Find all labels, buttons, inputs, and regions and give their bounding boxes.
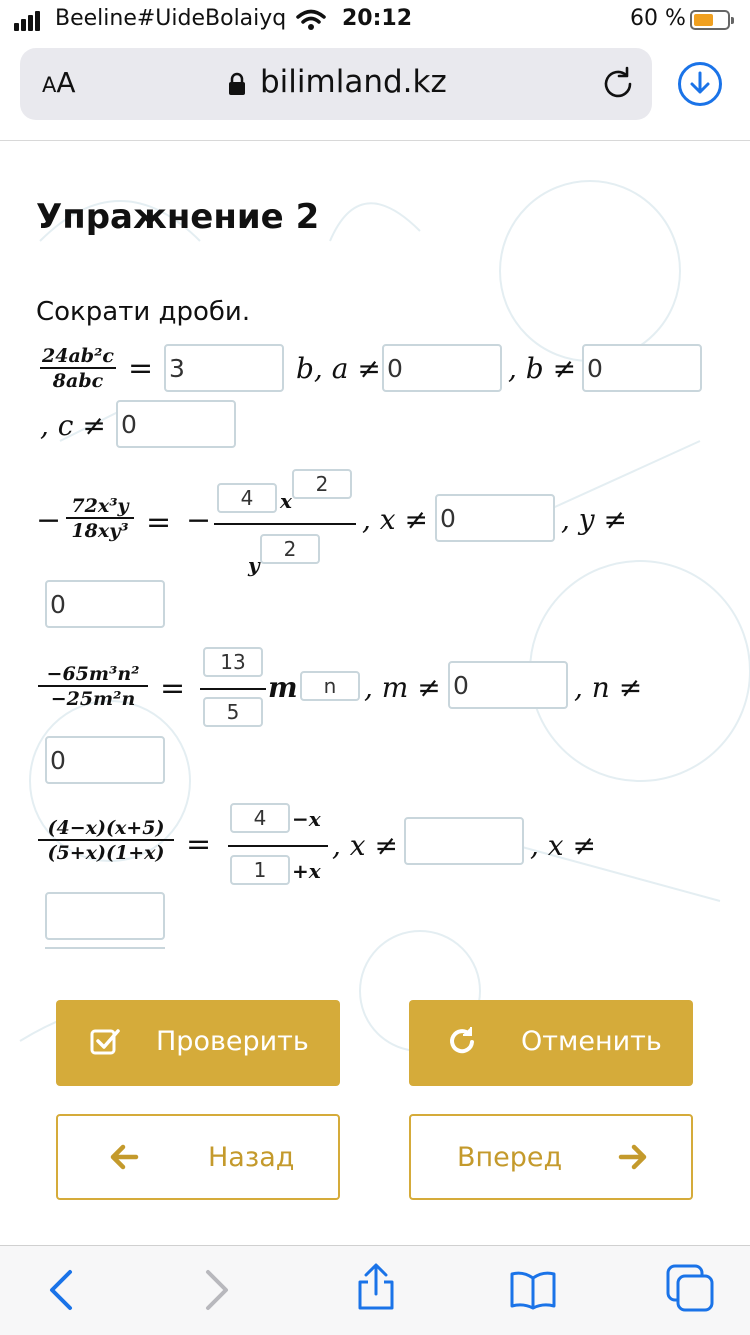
text-size-button[interactable]: AA — [42, 66, 76, 99]
download-button[interactable] — [678, 62, 722, 106]
refresh-icon — [447, 1026, 477, 1056]
forward-button[interactable] — [409, 1114, 693, 1200]
p3-num-input[interactable] — [203, 647, 263, 677]
equals-sign: = — [160, 671, 186, 706]
status-bar — [0, 0, 750, 40]
p2-num-var: x — [280, 489, 292, 513]
battery-icon — [690, 10, 730, 30]
cellular-signal-icon — [14, 11, 42, 31]
exercise-title: Упражнение 2 — [36, 197, 320, 237]
arrow-right-icon — [617, 1142, 649, 1172]
p3-den-input[interactable] — [203, 697, 263, 727]
p1-a-input[interactable] — [382, 344, 502, 392]
p4-x2-input[interactable] — [45, 892, 165, 940]
p1-b-label: , b ≠ — [508, 352, 577, 385]
battery-percent: 60 % — [630, 6, 686, 31]
p2-num-coef-input[interactable] — [217, 483, 277, 513]
minus-sign: − — [36, 503, 62, 538]
arrow-down-icon — [681, 65, 719, 103]
p2-x-input[interactable] — [435, 494, 555, 542]
cancel-button-label: Отменить — [521, 1026, 662, 1057]
battery-level — [694, 14, 713, 26]
p1-fraction: 24ab²c 8abc — [40, 345, 116, 392]
cancel-button[interactable] — [409, 1000, 693, 1086]
p3-fraction-bar — [200, 688, 266, 690]
p1-b-input[interactable] — [582, 344, 702, 392]
p4-fraction-bar — [228, 845, 328, 847]
p4-den-suffix: +x — [292, 859, 321, 883]
checkbox-check-icon — [90, 1026, 120, 1056]
p4-x2-label: , x ≠ — [530, 829, 596, 862]
check-button-label: Проверить — [156, 1026, 309, 1057]
exercise-instruction: Сократи дроби. — [36, 297, 251, 327]
p4-fraction: $\frac{(4-x)(x+5)}{(5+x)(1+x)}$ — [38, 817, 174, 864]
back-button-label: Назад — [208, 1142, 295, 1173]
carrier-name: Beeline#UideBolaiyq — [55, 6, 287, 31]
p3-fraction: $\frac{\text{−65m³n²}}{\text{−25m²n}}$ — [38, 663, 148, 710]
p4-x1-label: , x ≠ — [332, 829, 398, 862]
equals-sign: = — [186, 827, 212, 862]
wifi-icon — [296, 9, 326, 31]
back-button[interactable] — [56, 1114, 340, 1200]
minus-sign: − — [186, 503, 212, 538]
p3-n-exp-input[interactable] — [300, 671, 360, 701]
equals-sign: = — [128, 351, 154, 386]
url-text[interactable]: bilimland.kz — [260, 64, 447, 100]
forward-button-label: Вперед — [457, 1142, 563, 1173]
p2-y-label: , y ≠ — [561, 503, 627, 536]
p1-after-coef: b, a ≠ — [296, 352, 381, 385]
check-button[interactable] — [56, 1000, 340, 1086]
page-content — [0, 141, 750, 1245]
p3-m-label: , m ≠ — [364, 671, 441, 704]
p4-num-suffix: −x — [292, 807, 321, 831]
bookmarks-icon[interactable] — [509, 1270, 557, 1310]
p3-m-input[interactable] — [448, 661, 568, 709]
address-bar[interactable] — [20, 48, 652, 120]
scroll-hint-line — [45, 947, 165, 949]
p3-n-input[interactable] — [45, 736, 165, 784]
p2-den-var: y — [248, 553, 260, 577]
back-chevron-icon[interactable] — [46, 1268, 76, 1312]
p4-den-input[interactable] — [230, 855, 290, 885]
tabs-icon[interactable] — [666, 1264, 716, 1314]
arrow-left-icon — [108, 1142, 140, 1172]
browser-toolbar — [0, 1245, 750, 1335]
equals-sign: = — [146, 505, 172, 540]
reload-icon[interactable] — [600, 66, 636, 102]
p2-y-input[interactable] — [45, 580, 165, 628]
p4-num-input[interactable] — [230, 803, 290, 833]
forward-chevron-icon[interactable] — [202, 1268, 232, 1312]
p2-x-label: , x ≠ — [362, 503, 428, 536]
lock-icon — [228, 72, 246, 96]
p2-fraction: $\frac{\text{72x³y}}{\text{18xy³}}$ — [66, 495, 134, 542]
p2-fraction-bar — [214, 523, 356, 525]
clock: 20:12 — [342, 6, 413, 31]
p3-var-m: m — [268, 671, 298, 704]
p1-c-label: , c ≠ — [40, 409, 106, 442]
share-icon[interactable] — [356, 1262, 396, 1312]
p2-num-exp-input[interactable] — [292, 469, 352, 499]
p2-den-exp-input[interactable] — [260, 534, 320, 564]
p4-x1-input[interactable] — [404, 817, 524, 865]
p1-coefficient-input[interactable] — [164, 344, 284, 392]
p3-n-label: , n ≠ — [574, 671, 643, 704]
p1-c-input[interactable] — [116, 400, 236, 448]
